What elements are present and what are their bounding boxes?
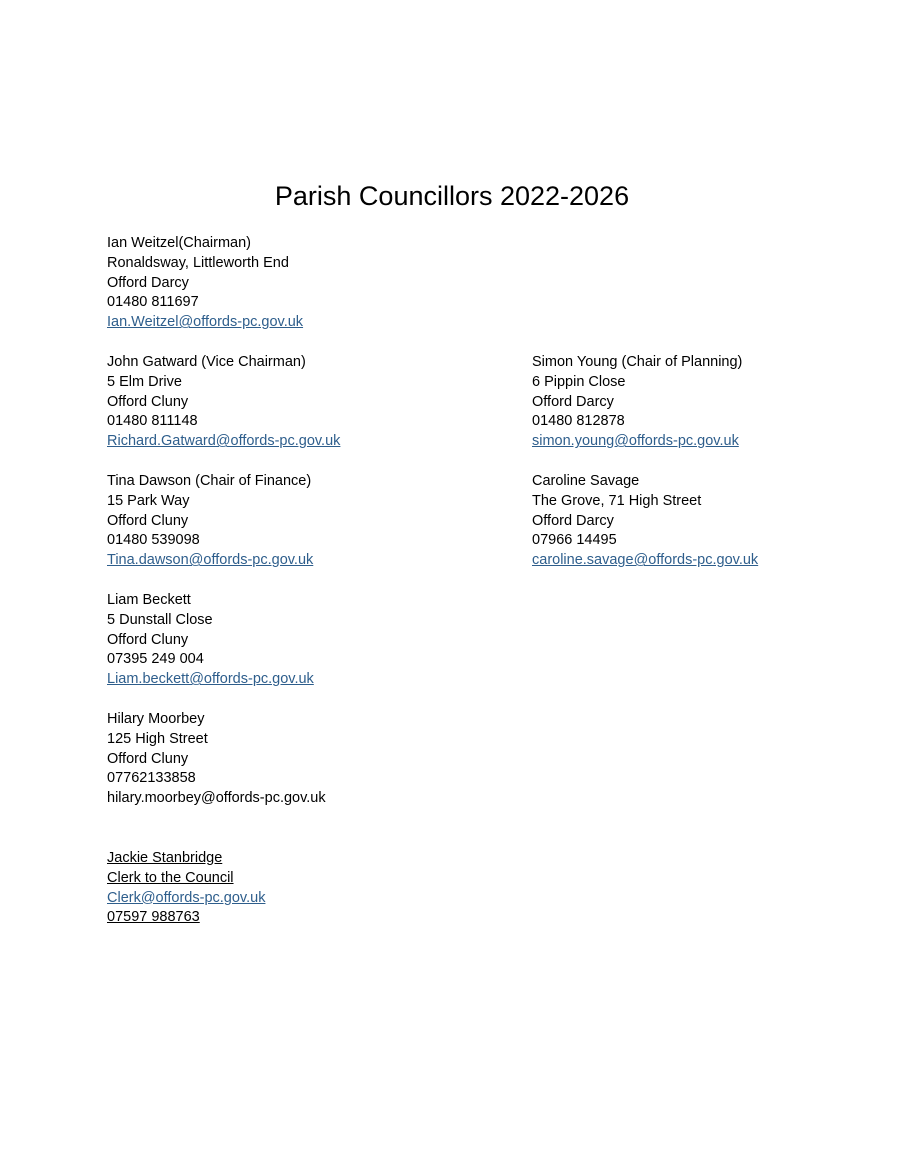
councillor-card-simon-young xyxy=(532,353,742,452)
councillor-card-john-gatward xyxy=(107,353,340,452)
councillor-address-line-2: Offord Cluny xyxy=(107,393,189,410)
councillor-phone: 01480 811148 xyxy=(107,413,198,430)
councillor-phone: 01480 812878 xyxy=(532,413,625,430)
councillor-address-line-1: 6 Pippin Close xyxy=(532,373,626,390)
councillor-address-line-2: Offord Darcy xyxy=(107,274,189,291)
councillor-card-ian-weitzel xyxy=(107,234,303,333)
councillor-phone: 01480 539098 xyxy=(107,532,200,549)
clerk-name: Jackie Stanbridge xyxy=(107,850,223,866)
councillor-email-link[interactable]: Liam.beckett@offords-pc.gov.uk xyxy=(107,671,314,688)
councillor-address-line-1: 5 Dunstall Close xyxy=(107,611,213,628)
councillor-name: Simon Young (Chair of Planning) xyxy=(532,354,743,370)
councillor-card-liam-beckett xyxy=(107,591,314,690)
councillor-email-link[interactable]: Ian.Weitzel@offords-pc.gov.uk xyxy=(107,314,304,331)
councillor-address-line-2: Offord Cluny xyxy=(107,750,189,767)
councillor-email-link[interactable]: Richard.Gatward@offords-pc.gov.uk xyxy=(107,433,341,450)
councillor-phone: 01480 811697 xyxy=(107,294,199,311)
councillor-email-link[interactable]: Tina.dawson@offords-pc.gov.uk xyxy=(107,552,314,569)
clerk-role: Clerk to the Council xyxy=(107,869,234,886)
councillor-address-line-1: Ronaldsway, Littleworth End xyxy=(107,254,289,271)
councillor-address-line-1: 125 High Street xyxy=(107,730,208,747)
councillor-card-caroline-savage xyxy=(532,472,758,571)
councillor-address-line-2: Offord Cluny xyxy=(107,631,189,648)
councillor-address-line-1: 5 Elm Drive xyxy=(107,373,182,390)
councillor-card-tina-dawson xyxy=(107,472,313,571)
councillor-address-line-2: Offord Darcy xyxy=(532,512,614,529)
clerk-email-link[interactable]: Clerk@offords-pc.gov.uk xyxy=(107,889,266,906)
councillor-address-line-1: The Grove, 71 High Street xyxy=(532,492,702,509)
councillor-address-line-1: 15 Park Way xyxy=(107,492,190,509)
councillor-address-line-2: Offord Darcy xyxy=(532,393,614,410)
councillor-name: Hilary Moorbey xyxy=(107,711,205,727)
clerk-card xyxy=(107,849,265,928)
councillor-email-link[interactable]: caroline.savage@offords-pc.gov.uk xyxy=(532,552,759,569)
councillor-name: Liam Beckett xyxy=(107,592,191,608)
councillor-phone: 07762133858 xyxy=(107,770,196,787)
councillor-name: John Gatward (Vice Chairman) xyxy=(107,354,306,370)
councillor-name: Ian Weitzel(Chairman) xyxy=(107,235,251,251)
councillor-phone: 07966 14495 xyxy=(532,532,617,549)
councillor-name: Caroline Savage xyxy=(532,473,640,489)
councillor-name: Tina Dawson (Chair of Finance) xyxy=(107,473,312,489)
councillor-address-line-2: Offord Cluny xyxy=(107,512,189,529)
clerk-phone: 07597 988763 xyxy=(107,909,200,926)
councillor-email-link[interactable]: simon.young@offords-pc.gov.uk xyxy=(532,433,739,450)
page-title: Parish Councillors 2022-2026 xyxy=(274,181,630,211)
councillor-email-text: hilary.moorbey@offords-pc.gov.uk xyxy=(107,790,326,807)
councillor-card-hilary-moorbey xyxy=(107,710,326,809)
councillor-phone: 07395 249 004 xyxy=(107,651,204,668)
